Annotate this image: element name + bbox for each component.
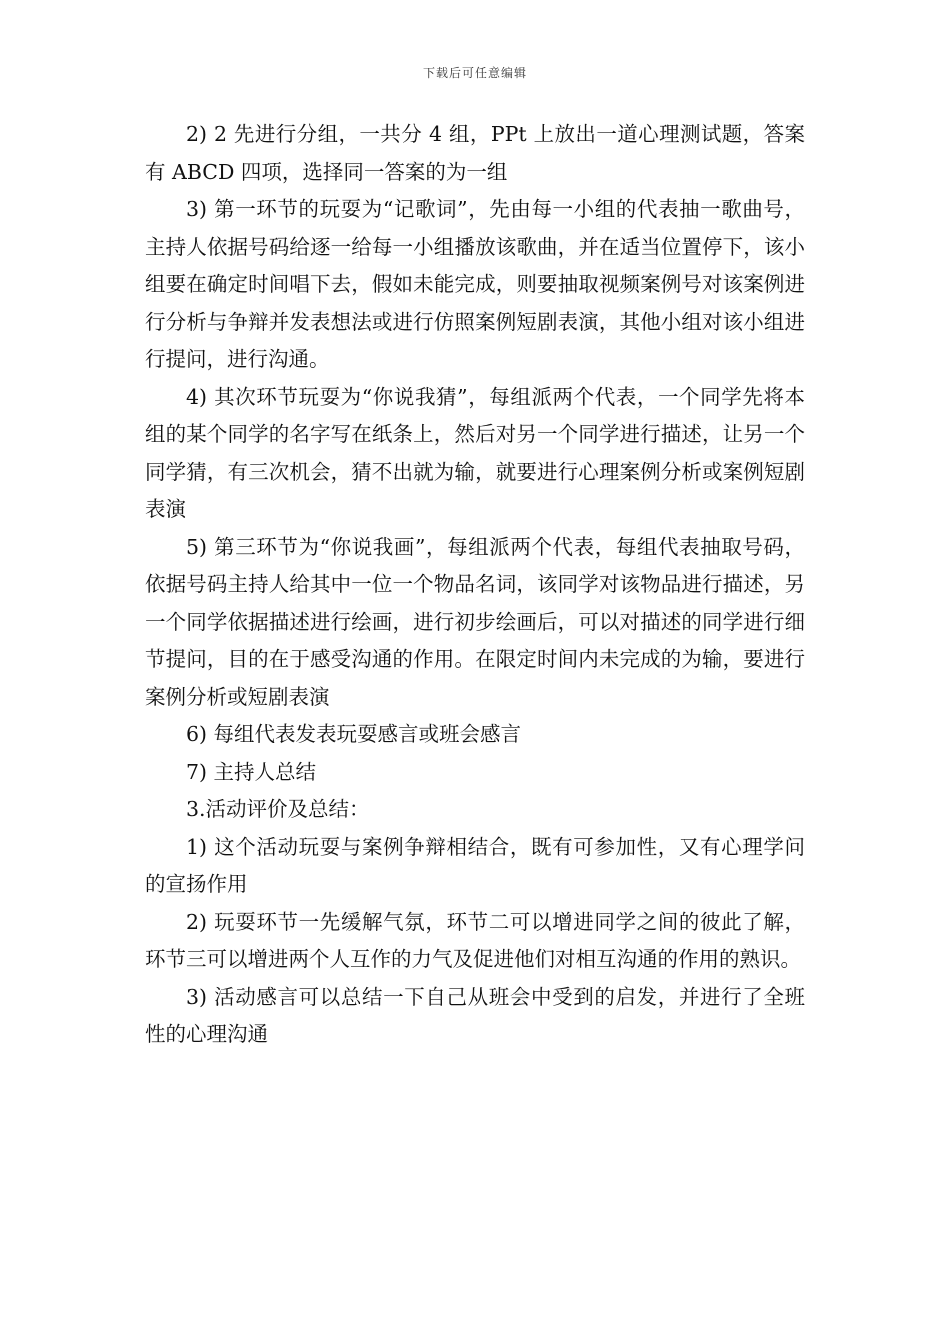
paragraph-evaluation-one: 1) 这个活动玩耍与案例争辩相结合，既有可参加性，又有心理学问的宣扬作用 xyxy=(145,834,805,896)
paragraph-evaluation-two: 2) 玩耍环节一先缓解气氛，环节二可以增进同学之间的彼此了解，环节三可以增进两个人互作的力气及促进他们对相互沟通的作用的熟识。 xyxy=(145,909,805,971)
paragraph-round-two: 4) 其次环节玩耍为“你说我猜”，每组派两个代表，一个同学先将本组的某个同学的名字写在纸条上，然后对另一个同学进行描述，让另一个同学猜，有三次机会，猜不出就为输，就要进行心理案例分析或案例短剧表演 xyxy=(145,384,805,521)
page-header: 下载后可任意编辑 xyxy=(422,66,527,80)
paragraph-grouping: 2) 2 先进行分组，一共分 4 组，PPt 上放出一道心理测试题，答案有 ABCD 四项，选择同一答案的为一组 xyxy=(145,122,805,184)
paragraph-evaluation-three: 3) 活动感言可以总结一下自己从班会中受到的启发，并进行了全班性的心理沟通 xyxy=(145,984,805,1046)
section-heading-evaluation: 3.活动评价及总结： xyxy=(186,797,370,821)
paragraph-round-one: 3) 第一环节的玩耍为“记歌词”，先由每一小组的代表抽一歌曲号，主持人依据号码给逐一给每一小组播放该歌曲，并在适当位置停下，该小组要在确定时间唱下去，假如未能完成，则要抽取视频案例号对该案例进行分析与争辩并发表想法或进行仿照案例短剧表演，其他小组对该小组进行提问，进行沟通。 xyxy=(145,197,805,371)
paragraph-summary: 7) 主持人总结 xyxy=(186,759,317,784)
document-body xyxy=(145,116,805,1054)
paragraph-speech: 6) 每组代表发表玩耍感言或班会感言 xyxy=(186,722,522,746)
paragraph-round-three: 5) 第三环节为“你说我画”，每组派两个代表，每组代表抽取号码，依据号码主持人给其中一位一个物品名词，该同学对该物品进行描述，另一个同学依据描述进行绘画，进行初步绘画后，可以对描述的同学进行细节提问，目的在于感受沟通的作用。在限定时间内未完成的为输，要进行案例分析或短剧表演 xyxy=(145,534,805,709)
